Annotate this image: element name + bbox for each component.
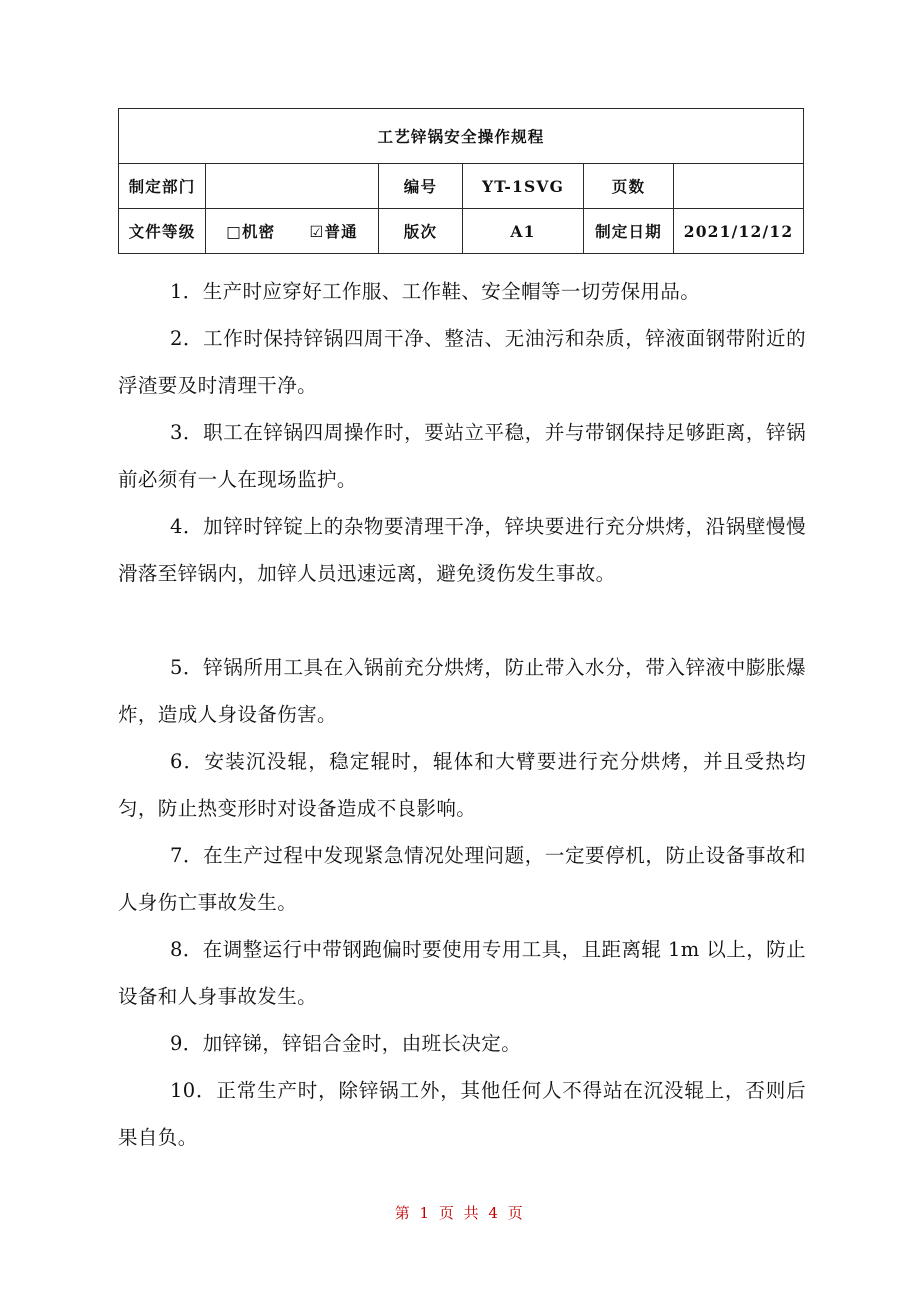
body-paragraph: 2．工作时保持锌锅四周干净、整洁、无油污和杂质，锌液面钢带附近的浮渣要及时清理干净。 [118, 327, 806, 397]
document-body [118, 268, 806, 1161]
body-paragraph: 1．生产时应穿好工作服、工作鞋、安全帽等一切劳保用品。 [170, 280, 701, 303]
dept-label: 制定部门 [119, 164, 206, 209]
body-paragraph: 9．加锌锑，锌铝合金时，由班长决定。 [170, 1032, 522, 1055]
code-label: 编号 [379, 164, 463, 209]
body-paragraph: 8．在调整运行中带钢跑偏时要使用专用工具，且距离辊 1m 以上，防止设备和人身事故发生。 [118, 938, 806, 1008]
table-row-dept [119, 164, 804, 209]
pages-value [674, 164, 804, 209]
dept-value [206, 164, 379, 209]
code-value: YT-1SVG [463, 164, 584, 209]
body-paragraph: 4．加锌时锌锭上的杂物要清理干净，锌块要进行充分烘烤，沿锅壁慢慢滑落至锌锅内，加锌人员迅速远离，避免烫伤发生事故。 [118, 515, 806, 585]
grade-label: 文件等级 [119, 209, 206, 254]
body-paragraph: 6．安装沉没辊，稳定辊时，辊体和大臂要进行充分烘烤，并且受热均匀，防止热变形时对设备造成不良影响。 [118, 750, 806, 820]
checkbox-confidential-label: 机密 [241, 222, 276, 241]
checkbox-confidential[interactable] [226, 220, 275, 242]
body-paragraph: 10．正常生产时，除锌锅工外，其他任何人不得站在沉没辊上，否则后果自负。 [118, 1079, 806, 1149]
checkbox-normal-label: 普通 [324, 222, 358, 241]
document-title: 工艺锌锅安全操作规程 [119, 109, 804, 164]
body-paragraph: 5．锌锅所用工具在入锅前充分烘烤，防止带入水分，带入锌液中膨胀爆炸，造成人身设备伤害。 [118, 656, 806, 726]
version-label: 版次 [379, 209, 463, 254]
document-header-table [118, 108, 804, 254]
date-label: 制定日期 [584, 209, 674, 254]
checkbox-normal[interactable] [309, 220, 358, 242]
page-footer: 第 1 页 共 4 页 [394, 1204, 526, 1222]
unchecked-box-icon: □ [226, 223, 242, 241]
body-paragraph: 7．在生产过程中发现紧急情况处理问题，一定要停机，防止设备事故和人身伤亡事故发生。 [118, 844, 806, 914]
pages-label: 页数 [584, 164, 674, 209]
grade-options [206, 209, 379, 254]
version-value: A1 [463, 209, 584, 254]
table-row-grade [119, 209, 804, 254]
table-row-title [119, 109, 804, 164]
date-value: 2021/12/12 [674, 209, 804, 254]
body-paragraph: 3．职工在锌锅四周操作时，要站立平稳，并与带钢保持足够距离，锌锅前必须有一人在现场监护。 [118, 421, 806, 491]
checked-box-icon: ☑ [309, 223, 325, 241]
